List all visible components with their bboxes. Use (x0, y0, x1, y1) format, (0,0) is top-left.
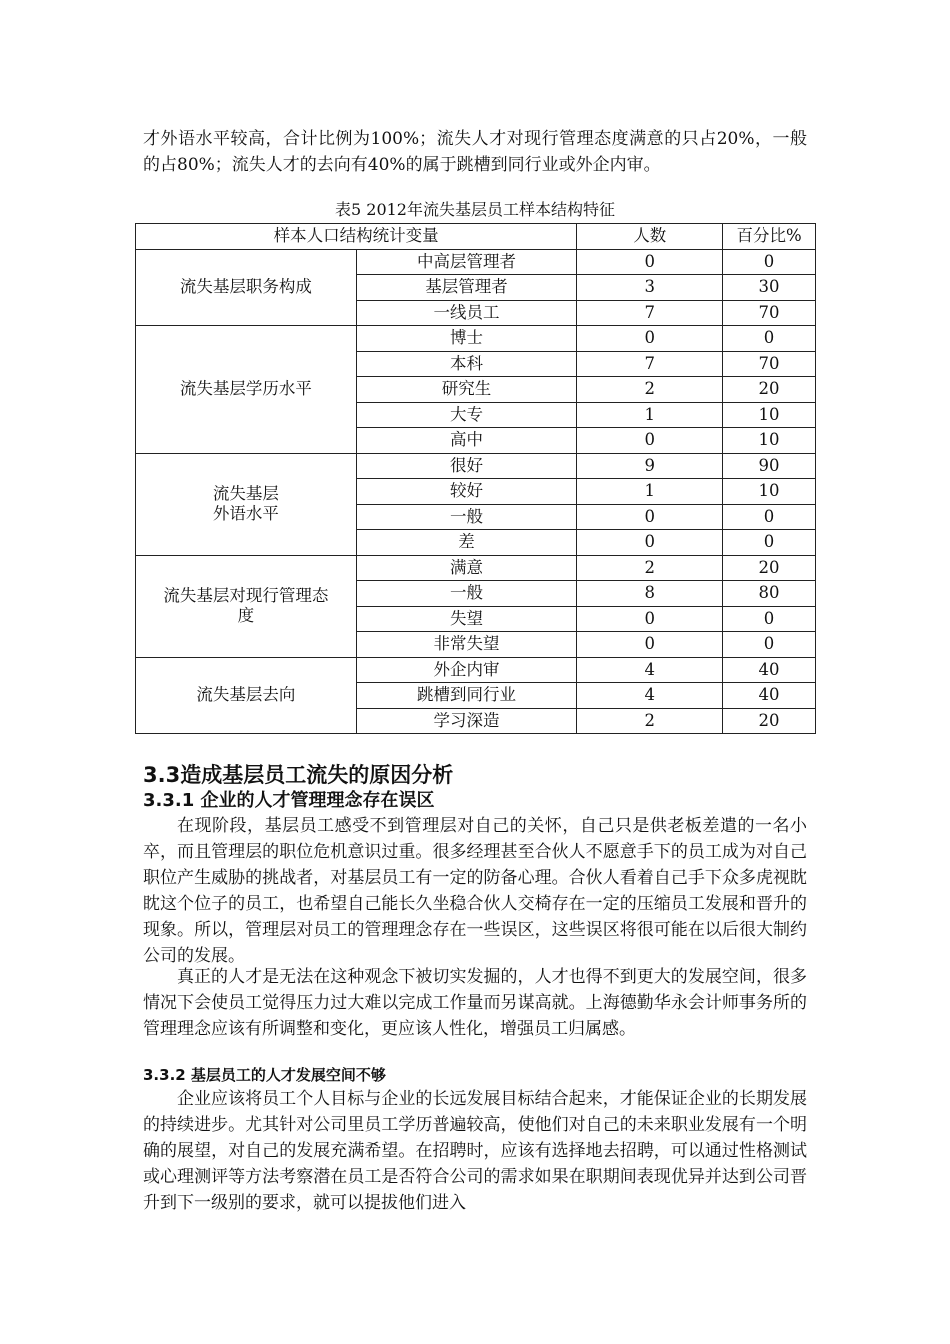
row-percent: 70 (723, 300, 816, 326)
row-count: 1 (577, 479, 723, 505)
row-count: 9 (577, 453, 723, 479)
row-count: 0 (577, 632, 723, 658)
row-percent: 40 (723, 657, 816, 683)
row-item: 差 (356, 530, 577, 556)
row-percent: 10 (723, 428, 816, 454)
row-percent: 0 (723, 504, 816, 530)
row-item: 博士 (356, 326, 577, 352)
row-item: 本科 (356, 351, 577, 377)
row-count: 8 (577, 581, 723, 607)
section-heading: 3.3造成基层员工流失的原因分析 (143, 763, 454, 787)
row-count: 0 (577, 504, 723, 530)
row-percent: 10 (723, 479, 816, 505)
row-item: 失望 (356, 606, 577, 632)
group-label-line: 外语水平 (212, 504, 279, 523)
row-item: 外企内审 (356, 657, 577, 683)
header-percent: 百分比% (723, 224, 816, 250)
row-count: 0 (577, 249, 723, 275)
row-percent: 10 (723, 402, 816, 428)
row-count: 2 (577, 708, 723, 734)
row-count: 4 (577, 657, 723, 683)
row-count: 0 (577, 326, 723, 352)
group-label-line: 度 (237, 606, 255, 625)
row-count: 3 (577, 275, 723, 301)
row-count: 2 (577, 555, 723, 581)
body-paragraph: 企业应该将员工个人目标与企业的长远发展目标结合起来，才能保证企业的长期发展的持续进步。尤其针对公司里员工学历普遍较高，使他们对自己的未来职业发展有一个明确的展望，对自己的发展充满希望。在招聘时，应该有选择地去招聘，可以通过性格测试或心理测评等方法考察潜在员工是否符合公司的需求如果在职期间表现优异并达到公司晋升到下一级别的要求，就可以提拔他们进入 (143, 1089, 807, 1213)
group-label-line: 流失基层对现行管理态 (163, 586, 329, 605)
body-paragraph: 真正的人才是无法在这种观念下被切实发掘的，人才也得不到更大的发展空间，很多情况下会使员工觉得压力过大难以完成工作量而另谋高就。上海德勤华永会计师事务所的管理理念应该有所调整和变化，更应该人性化，增强员工归属感。 (143, 967, 807, 1039)
row-item: 很好 (356, 453, 577, 479)
group-label-line: 流失基层 (212, 484, 279, 503)
group-label-position: 流失基层职务构成 (136, 249, 357, 326)
sample-structure-table (135, 223, 816, 734)
group-label-attitude (136, 555, 357, 657)
table-row (136, 555, 816, 581)
intro-paragraph: 才外语水平较高，合计比例为100%；流失人才对现行管理态度满意的只占20%，一般的占80%；流失人才的去向有40%的属于跳槽到同行业或外企内审。 (143, 129, 807, 175)
row-percent: 0 (723, 326, 816, 352)
row-item: 一般 (356, 581, 577, 607)
row-percent: 20 (723, 708, 816, 734)
table-caption: 表5 2012年流失基层员工样本结构特征 (335, 200, 615, 219)
row-item: 满意 (356, 555, 577, 581)
row-item: 较好 (356, 479, 577, 505)
row-count: 0 (577, 530, 723, 556)
row-percent: 90 (723, 453, 816, 479)
row-item: 一般 (356, 504, 577, 530)
subsection-heading: 3.3.1 企业的人才管理理念存在误区 (143, 790, 435, 811)
table-header-row (136, 224, 816, 250)
row-count: 2 (577, 377, 723, 403)
row-percent: 40 (723, 683, 816, 709)
row-count: 0 (577, 606, 723, 632)
row-percent: 0 (723, 249, 816, 275)
row-count: 7 (577, 300, 723, 326)
row-percent: 70 (723, 351, 816, 377)
row-percent: 30 (723, 275, 816, 301)
header-count: 人数 (577, 224, 723, 250)
row-percent: 0 (723, 606, 816, 632)
row-count: 1 (577, 402, 723, 428)
row-count: 7 (577, 351, 723, 377)
row-item: 大专 (356, 402, 577, 428)
row-item: 跳槽到同行业 (356, 683, 577, 709)
row-item: 基层管理者 (356, 275, 577, 301)
row-item: 中高层管理者 (356, 249, 577, 275)
group-label-destination: 流失基层去向 (136, 657, 357, 734)
row-item: 非常失望 (356, 632, 577, 658)
group-label-language (136, 453, 357, 555)
row-item: 学习深造 (356, 708, 577, 734)
header-variable: 样本人口结构统计变量 (136, 224, 577, 250)
subsection-heading: 3.3.2 基层员工的人才发展空间不够 (143, 1066, 386, 1084)
row-percent: 20 (723, 377, 816, 403)
row-count: 4 (577, 683, 723, 709)
row-percent: 0 (723, 632, 816, 658)
row-item: 一线员工 (356, 300, 577, 326)
table-row (136, 453, 816, 479)
row-percent: 80 (723, 581, 816, 607)
table-row (136, 657, 816, 683)
row-item: 研究生 (356, 377, 577, 403)
group-label-education: 流失基层学历水平 (136, 326, 357, 454)
table-row (136, 249, 816, 275)
row-percent: 0 (723, 530, 816, 556)
row-count: 0 (577, 428, 723, 454)
body-paragraph: 在现阶段，基层员工感受不到管理层对自己的关怀，自己只是供老板差遣的一名小卒，而且管理层的职位危机意识过重。很多经理甚至合伙人不愿意手下的员工成为对自己职位产生威胁的挑战者，对基层员工有一定的防备心理。合伙人看着自己手下众多虎视眈眈这个位子的员工，也希望自己能长久坐稳合伙人交椅存在一定的压缩员工发展和晋升的现象。所以，管理层对员工的管理理念存在一些误区，这些误区将很可能在以后很大制约公司的发展。 (143, 816, 807, 966)
table-row (136, 326, 816, 352)
row-item: 高中 (356, 428, 577, 454)
row-percent: 20 (723, 555, 816, 581)
